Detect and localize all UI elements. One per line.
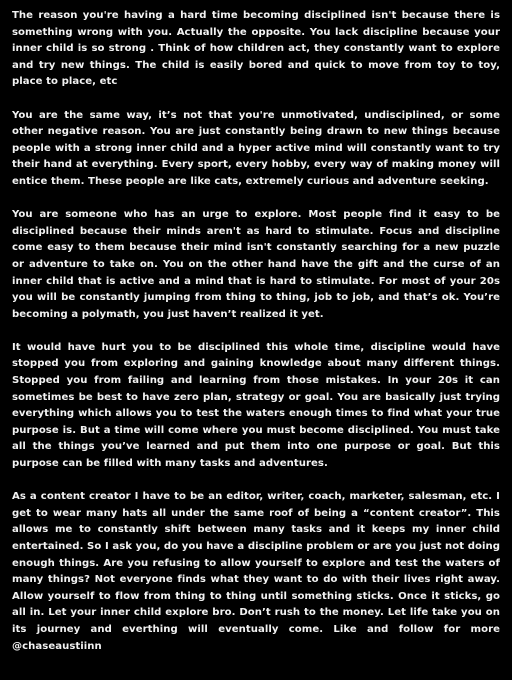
paragraph-urge-to-explore: You are someone who has an urge to explore. Most people find it easy to be disciplined because their minds aren't as hard to stimulate. Focus and discipline come easy to them because their mind isn't constantly searching for a new puzzle or adventure to take on. You on the other hand have the gift and the curse of an inner child that is active and a mind that is hard to stimulate. For most of your 20s you will be constantly jumping from thing to thing, job to job, and that’s ok. You’re becoming a polymath, you just haven’t realized it yet. [12, 209, 500, 320]
paragraph-same-way: You are the same way, it’s not that you're unmotivated, undisciplined, or some other negative reason. You are just constantly being drawn to new things because people with a strong inner child and a hyper active mind will constantly want to try their hand at everything. Every sport, every hobby, every way of making money will entice them. These people are like cats, extremely curious and adventure seeking. [12, 109, 500, 187]
paragraph-inner-child-intro: The reason you're having a hard time becoming disciplined isn't because there is something wrong with you. Actually the opposite. You lack discipline because your inner child is so strong . Think of how children act, they constantly want to explore and try new things. The child is easily bored and quick to move from toy to toy, place to place, etc [12, 10, 500, 88]
paragraph-content-creator: As a content creator I have to be an editor, writer, coach, marketer, salesman, etc. I get to wear many hats all under the same roof of being a “content creator”. This allows me to constantly shift between many tasks and it keeps my inner child entertained. So I ask you, do you have a discipline problem or are you just not doing enough things. Are you refusing to allow yourself to explore and test the waters of many things? Not everyone finds what they want to do with their lives right away. Allow yourself to flow from thing to thing until something sticks. Once it sticks, go all in. Let your inner child explore bro. Don’t rush to the money. Let life take you on its journey and everthing will eventually come. Like and follow for more @chaseaustiinn [12, 491, 500, 652]
paragraph-discipline-timing: It would have hurt you to be disciplined this whole time, discipline would have stopped you from exploring and gaining knowledge about many different things. Stopped you from failing and learning from those mistakes. In your 20s it can sometimes be best to have zero plan, strategy or goal. You are basically just trying everything which allows you to test the waters enough times to find what your true purpose is. But a time will come where you must become disciplined. You must take all the things you’ve learned and put them into one purpose or goal. But this purpose can be filled with many tasks and adventures. [12, 341, 500, 470]
